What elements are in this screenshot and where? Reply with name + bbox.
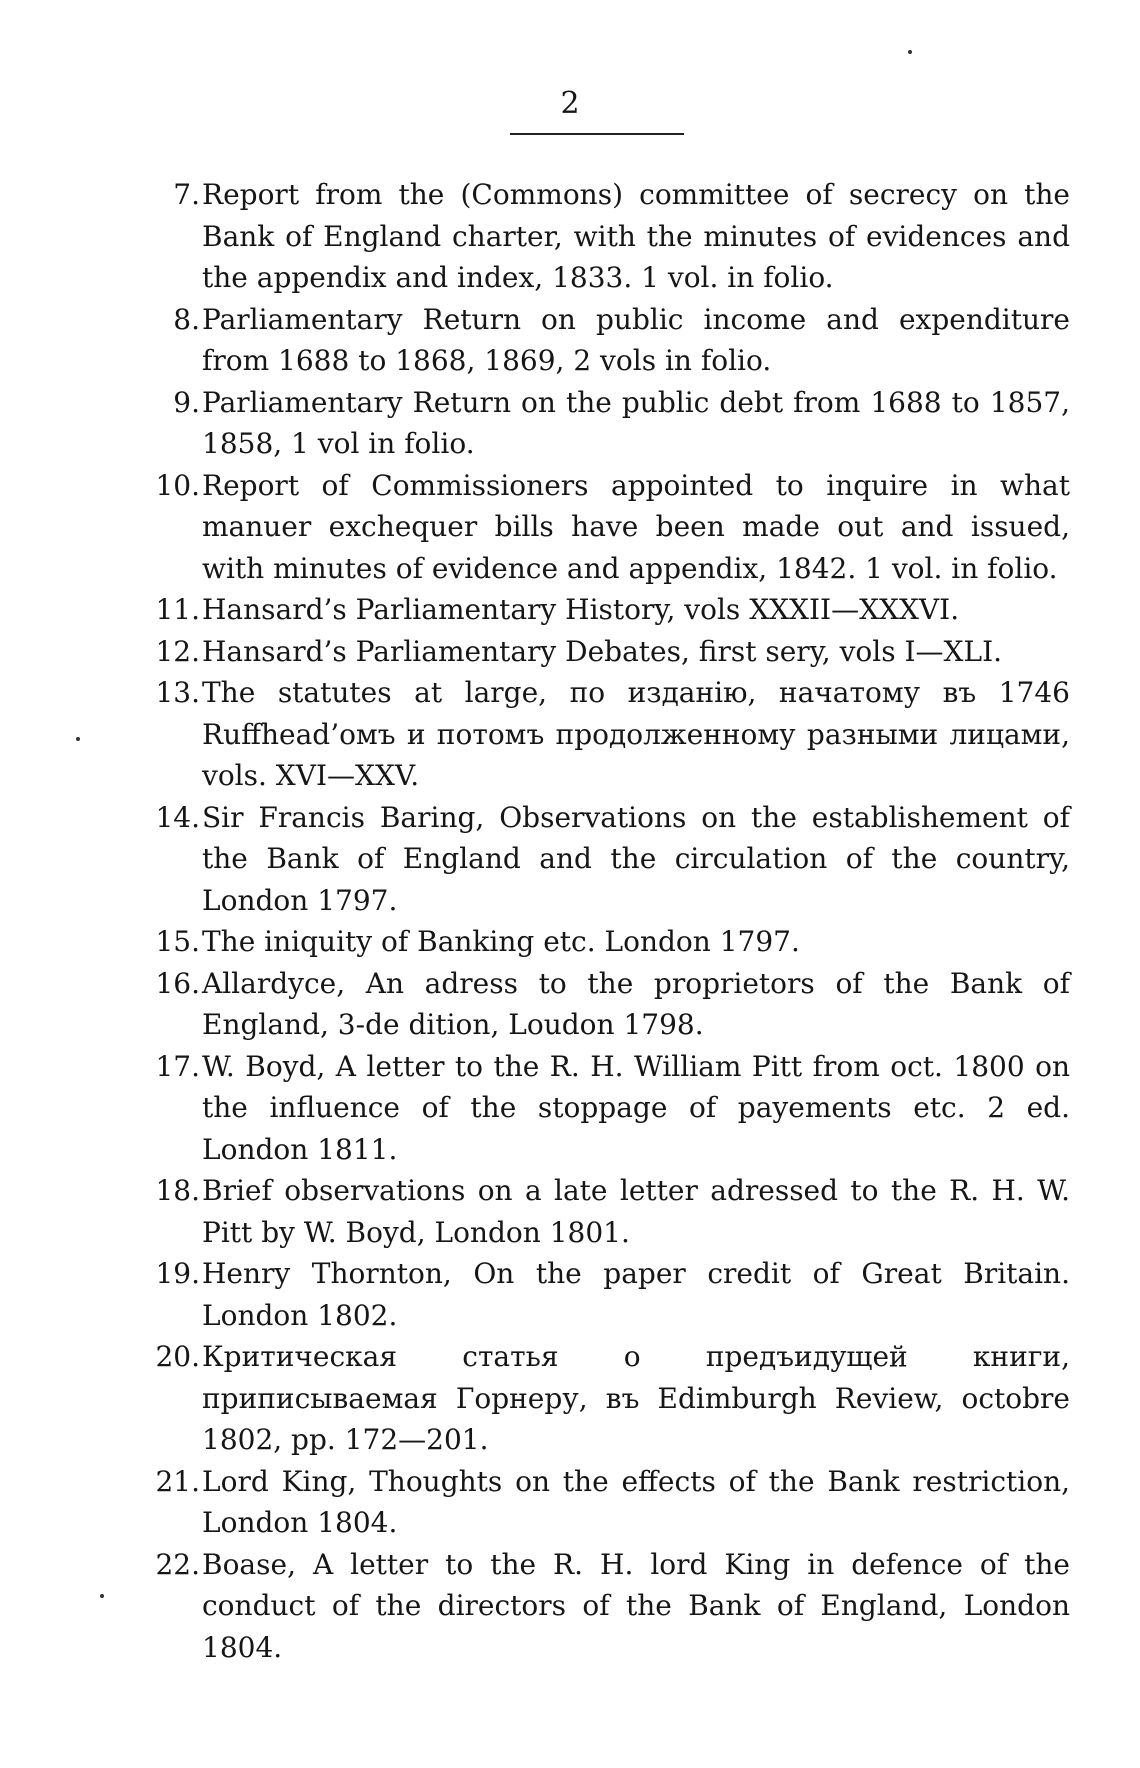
entry-number: 9. — [173, 385, 200, 419]
entry-text: Hansard’s Parliamentary Debates, first sery, vols I—XLI. — [202, 634, 1003, 668]
entry-text: Lord King, Thoughts on the effects of the Bank restriction, London 1804. — [202, 1464, 1070, 1539]
entry-number: 7. — [173, 178, 200, 211]
entry-text: Brief observations on a late letter adressed to the R. H. W. Pitt by W. Boyd, London 1801. — [202, 1174, 1070, 1249]
entry-number: 11. — [155, 593, 200, 626]
entry-text: Parliamentary Return on the public debt from 1688 to 1857, 1858, 1 vol in folio. — [202, 385, 1070, 460]
entry-text: Report of Commissioners appointed to inquire in what manuer exchequer bills have been made out and issued, with minutes of evidence and appendix, 1842. 1 vol. in folio. — [202, 468, 1070, 585]
entry-number: 16. — [155, 966, 200, 1000]
bibliography-entry — [148, 797, 1070, 922]
entry-number: 21. — [155, 1464, 200, 1498]
entry-number: 8. — [173, 302, 200, 336]
bibliography-entry — [148, 174, 1070, 299]
entry-text: The statutes at large, по изданію, начатому въ 1746 Ruffhead’омъ и потомъ продолженному разными лицами, vols. XVI—XXV. — [202, 676, 1070, 792]
entry-text: Henry Thornton, On the paper credit of Great Britain. London 1802. — [202, 1257, 1070, 1332]
bibliography-entry — [148, 382, 1070, 465]
bibliography-entry — [148, 465, 1070, 590]
page-number: 2 — [560, 86, 580, 121]
entry-number: 12. — [155, 634, 200, 668]
entry-text: Hansard’s Parliamentary History, vols XXXII—XXXVI. — [202, 593, 960, 626]
bibliography-entry — [148, 1461, 1070, 1544]
bibliography-entry — [148, 631, 1070, 673]
entry-number: 20. — [155, 1340, 200, 1373]
bibliography-entry — [148, 672, 1070, 797]
entry-text: W. Boyd, A letter to the R. H. William Pitt from oct. 1800 on the influence of the stoppage of payements etc. 2 ed. London 1811. — [202, 1049, 1070, 1166]
scan-speck — [76, 737, 80, 741]
bibliography-entry — [148, 921, 1070, 963]
entry-text: Report from the (Commons) committee of secrecy on the Bank of England charter, with the minutes of evidences and the appendix and index, 1833. 1 vol. in folio. — [202, 178, 1070, 294]
bibliography-entry — [148, 589, 1070, 631]
entry-text: The iniquity of Banking etc. London 1797. — [202, 925, 800, 958]
entry-number: 22. — [155, 1547, 200, 1581]
entry-text: Sir Francis Baring, Observations on the establishement of the Bank of England and the circulation of the country, London 1797. — [202, 800, 1070, 917]
page-number-rule — [510, 133, 684, 135]
entry-number: 18. — [155, 1174, 200, 1207]
bibliography-entry — [148, 963, 1070, 1046]
bibliography-entry — [148, 1544, 1070, 1669]
bibliography-entry — [148, 1170, 1070, 1253]
entry-number: 13. — [155, 676, 200, 709]
scan-speck — [100, 1594, 104, 1598]
bibliography-entry — [148, 1336, 1070, 1461]
bibliography-entry — [148, 1046, 1070, 1171]
entry-number: 15. — [155, 925, 200, 958]
entry-number: 10. — [155, 468, 200, 502]
scan-speck — [908, 50, 912, 54]
entry-number: 14. — [155, 800, 200, 834]
entry-number: 19. — [155, 1257, 200, 1290]
entry-text: Критическая статья о предъидущей книги, приписываемая Горнеру, въ Edimburgh Review, octobre 1802, pp. 172—201. — [202, 1340, 1070, 1456]
entry-text: Allardyce, An adress to the proprietors of the Bank of England, 3-de dition, Loudon 1798. — [202, 966, 1070, 1041]
entry-text: Boase, A letter to the R. H. lord King in defence of the conduct of the directors of the Bank of England, London 1804. — [202, 1547, 1070, 1664]
bibliography-entry — [148, 299, 1070, 382]
entry-text: Parliamentary Return on public income and expenditure from 1688 to 1868, 1869, 2 vols in folio. — [202, 302, 1070, 377]
bibliography-entry — [148, 1253, 1070, 1336]
bibliography-list — [148, 174, 1070, 1668]
entry-number: 17. — [155, 1049, 200, 1083]
